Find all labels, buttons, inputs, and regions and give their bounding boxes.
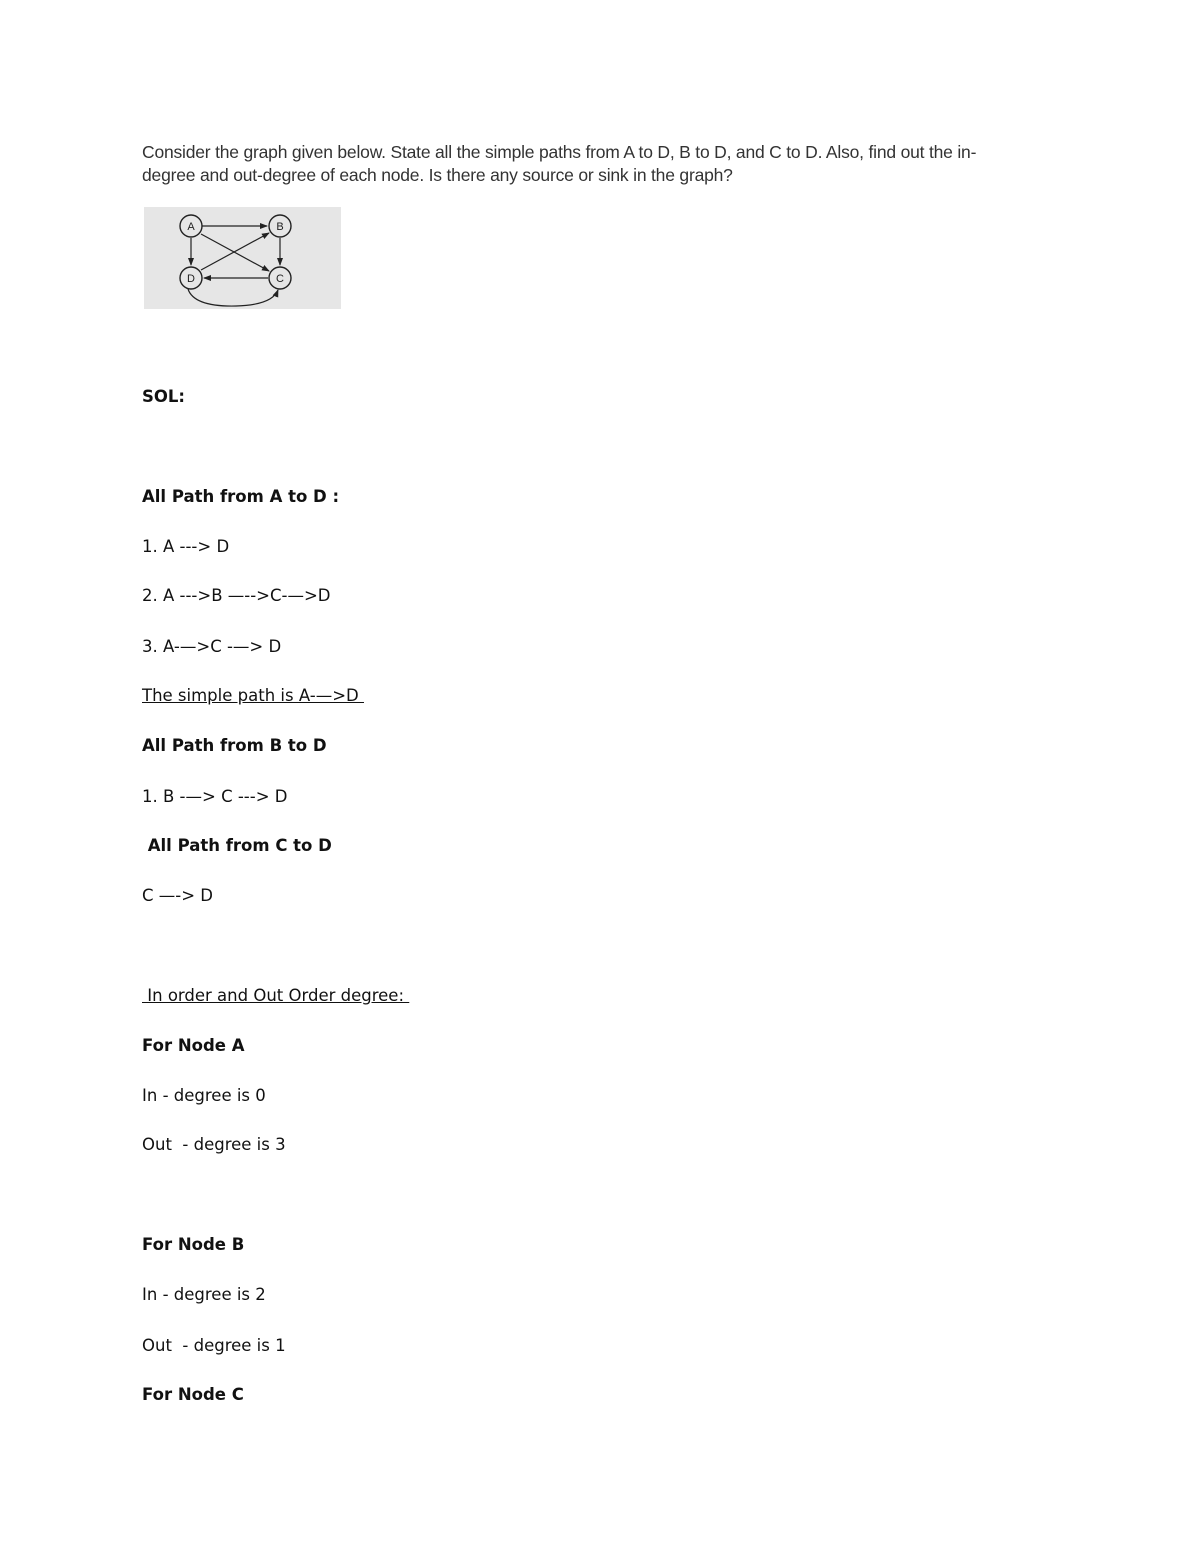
edge-d-b — [201, 233, 269, 270]
node-b-out-degree: Out - degree is 1 — [142, 1336, 286, 1355]
edge-d-c-curve — [188, 289, 278, 306]
directed-graph-diagram — [144, 207, 341, 309]
node-c — [269, 267, 291, 289]
question-text: Consider the graph given below. State all the simple paths from A to D, B to D, and C to D. Also, find out the in-degree and out-degree of each node. Is there any source or sink in the graph? — [142, 142, 977, 185]
bd-heading: All Path from B to D — [142, 736, 327, 755]
graph-figure — [144, 207, 341, 309]
node-a-label: A — [187, 221, 195, 233]
degree-heading: In order and Out Order degree: — [142, 986, 410, 1005]
ad-path-3: 3. A-—>C -—> D — [142, 637, 282, 656]
sol-label: SOL: — [142, 387, 186, 406]
node-b-label: B — [276, 221, 284, 233]
node-b — [269, 215, 291, 237]
ad-path-1: 1. A ---> D — [142, 537, 230, 556]
node-d — [180, 267, 202, 289]
node-a-out-degree: Out - degree is 3 — [142, 1135, 286, 1154]
node-c-label: C — [276, 273, 284, 285]
bd-path-1: 1. B -—> C ---> D — [142, 787, 288, 806]
node-d-label: D — [187, 273, 195, 285]
cd-heading: All Path from C to D — [142, 836, 332, 855]
node-c-heading: For Node C — [142, 1385, 244, 1404]
cd-path-1: C —-> D — [142, 886, 213, 905]
ad-heading: All Path from A to D : — [142, 487, 340, 506]
node-b-heading: For Node B — [142, 1235, 245, 1254]
node-a-heading: For Node A — [142, 1036, 245, 1055]
node-a-in-degree: In - degree is 0 — [142, 1086, 266, 1105]
ad-path-2: 2. A --->B —-->C-—>D — [142, 586, 331, 605]
node-b-in-degree: In - degree is 2 — [142, 1285, 266, 1304]
ad-simple-path: The simple path is A-—>D — [142, 686, 364, 705]
edge-a-c — [201, 234, 269, 271]
node-a — [180, 215, 202, 237]
